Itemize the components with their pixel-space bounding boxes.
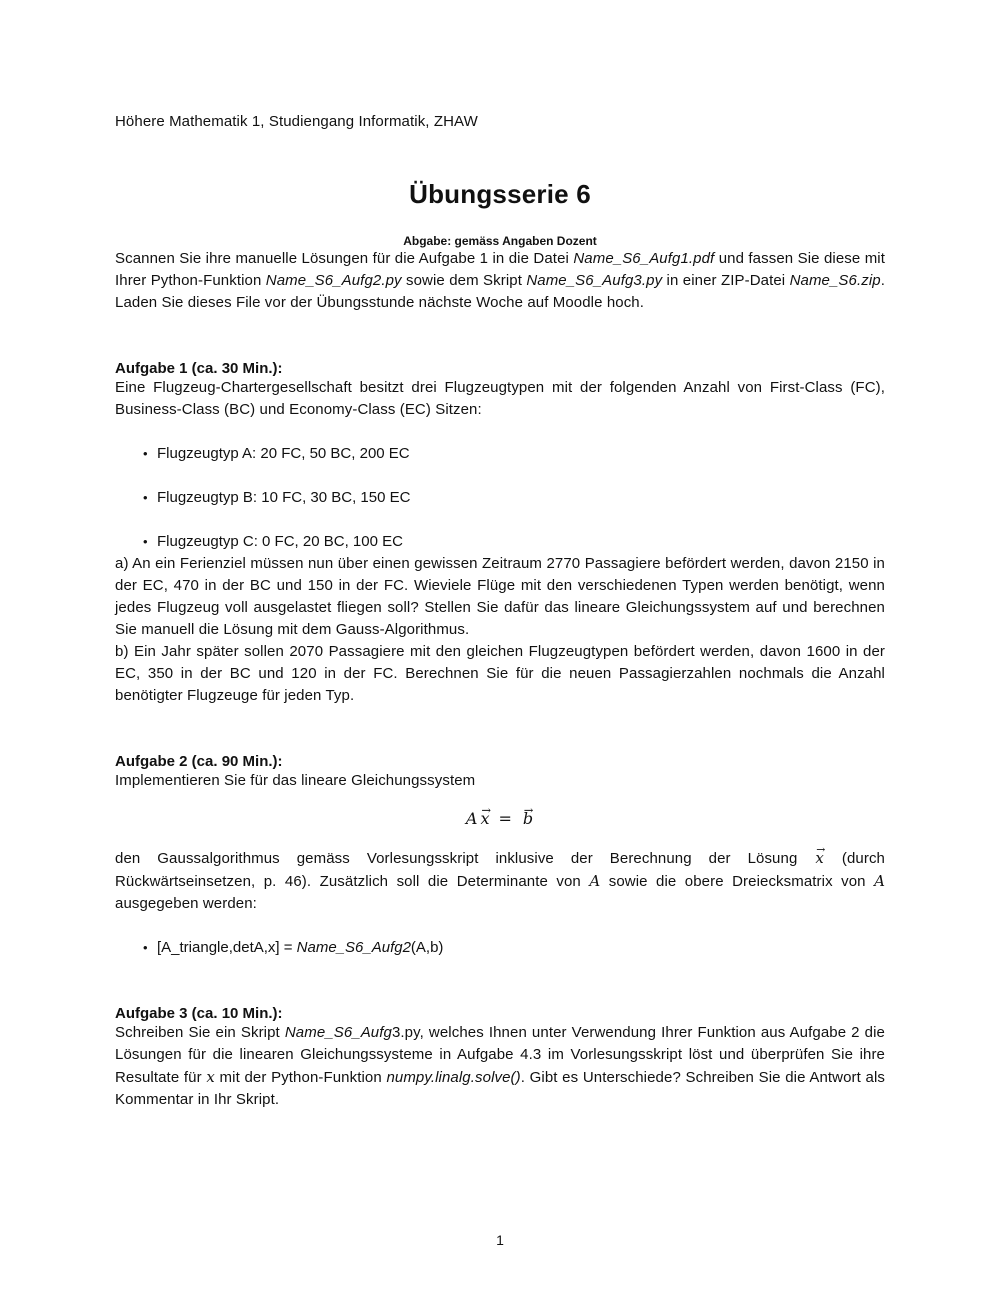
vector-x-symbol: → x — [480, 804, 489, 834]
course-header: Höhere Mathematik 1, Studiengang Informatik, ZHAW — [115, 113, 478, 130]
matrix-symbol: A — [465, 809, 478, 828]
task2-heading: Aufgabe 2 (ca. 90 Min.): — [115, 753, 283, 770]
function-signature: [A_triangle,detA,x] = Name_S6_Aufg2(A,b) — [157, 939, 444, 956]
list-item — [115, 443, 885, 465]
list-item — [115, 937, 885, 959]
intro-paragraph: Scannen Sie ihre manuelle Lösungen für die Aufgabe 1 in die Datei Name_S6_Aufg1.pdf und fassen Sie diese mit Ihrer Python-Funktion Name_S6_Aufg2.py sowie dem Skript Name_S6_Aufg3.py in einer ZIP-Datei Name_S6.zip. Laden Sie dieses File vor der Übungsstunde nächste Woche auf Moodle hoch. — [115, 250, 886, 311]
task1-part-a: a) An ein Ferienziel müssen nun über einen gewissen Zeitraum 2770 Passagiere befördert werden, davon 2150 in der EC, 470 in der BC und 150 in der FC. Wieviele Flüge mit den verschiedenen Typen werden benötigt, wenn jedes Flugzeug voll ausgelastet fliegen soll? Stellen Sie dafür das lineare Gleichungssystem auf und berechnen Sie manuell die Lösung mit dem Gauss-Algorithmus. — [115, 555, 885, 638]
function-signature-list — [115, 937, 885, 959]
equals-sign: = — [498, 809, 512, 828]
list-item — [115, 531, 885, 553]
bullet-icon: • — [143, 534, 148, 549]
submission-note: Abgabe: gemäss Angaben Dozent — [403, 234, 597, 248]
list-item-text: Flugzeugtyp B: 10 FC, 30 BC, 150 EC — [157, 489, 411, 506]
bullet-icon: • — [143, 490, 148, 505]
task2-body: den Gaussalgorithmus gemäss Vorlesungsskript inklusive der Berechnung der Lösung → x (durch Rückwärtseinsetzen, p. 46). Zusätzlich soll die Determinante von A sowie die obere Dreiecksmatrix von A ausgegeben werden: — [115, 847, 885, 915]
task3-heading: Aufgabe 3 (ca. 10 Min.): — [115, 1005, 283, 1022]
task1-intro: Eine Flugzeug-Chartergesellschaft besitzt drei Flugzeugtypen mit der folgenden Anzahl von First-Class (FC), Business-Class (BC) und Economy-Class (EC) Sitzen: — [115, 379, 885, 418]
vector-b-symbol: → b — [523, 804, 533, 834]
bullet-icon: • — [143, 940, 148, 955]
task2-intro: Implementieren Sie für das lineare Gleichungssystem — [115, 772, 476, 789]
list-item-text: Flugzeugtyp C: 0 FC, 20 BC, 100 EC — [157, 533, 403, 550]
list-item — [115, 487, 885, 509]
page-title: Übungsserie 6 — [409, 179, 591, 209]
bullet-icon: • — [143, 446, 148, 461]
equation-ax-equals-b — [115, 804, 885, 835]
page-number: 1 — [496, 1232, 504, 1248]
task1-heading: Aufgabe 1 (ca. 30 Min.): — [115, 360, 283, 377]
aircraft-type-list — [115, 443, 885, 553]
task1-part-b: b) Ein Jahr später sollen 2070 Passagiere mit den gleichen Flugzeugtypen befördert werden, davon 1600 in der EC, 350 in der BC und 120 in der FC. Berechnen Sie für die neuen Passagierzahlen nochmals die Anzahl benötigter Flugzeuge für jeden Typ. — [115, 643, 885, 704]
task3-body: Schreiben Sie ein Skript Name_S6_Aufg3.py, welches Ihnen unter Verwendung Ihrer Funktion aus Aufgabe 2 die Lösungen für die linearen Gleichungssysteme in Aufgabe 4.3 im Vorlesungsskript löst und überprüfen Sie ihre Resultate für x mit der Python-Funktion numpy.linalg.solve(). Gibt es Unterschiede? Schreiben Sie die Antwort als Kommentar in Ihr Skript. — [115, 1024, 885, 1108]
list-item-text: Flugzeugtyp A: 20 FC, 50 BC, 200 EC — [157, 445, 410, 462]
